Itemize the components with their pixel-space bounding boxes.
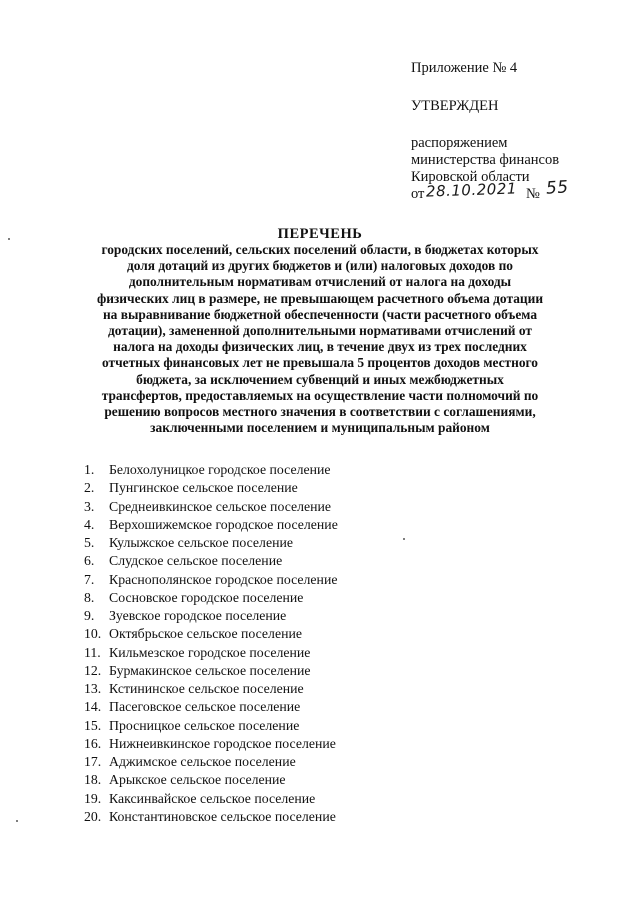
list-item-name: Арыкское сельское поселение	[109, 772, 286, 788]
list-item-name: Кильмезское городское поселение	[109, 644, 311, 660]
list-item-name: Белохолуницкое городское поселение	[109, 462, 331, 477]
list-item-name: Краснополянское городское поселение	[109, 571, 338, 587]
list-item	[84, 571, 338, 589]
number-sign: №	[526, 186, 540, 202]
list-item-number: 9.	[84, 608, 95, 623]
order-line-1: распоряжением	[411, 135, 508, 151]
list-item-name: Каксинвайское сельское поселение	[109, 790, 316, 806]
list-item-name: Пунгинское сельское поселение	[109, 480, 298, 496]
list-item-number: 13.	[84, 681, 102, 696]
list-item-name: Сосновское городское поселение	[109, 589, 304, 605]
list-item-name: Просницкое сельское поселение	[109, 717, 300, 733]
list-item-number: 11.	[84, 644, 101, 660]
list-item-name: Кулыжское сельское поселение	[109, 535, 293, 550]
list-item	[84, 771, 338, 789]
list-item-number: 20.	[84, 808, 102, 824]
list-item-number: 19.	[84, 790, 102, 806]
list-item-number: 14.	[84, 699, 102, 715]
list-item-number: 7.	[84, 571, 95, 587]
order-line-3: Кировской области	[411, 169, 530, 185]
list-item	[84, 589, 338, 607]
settlements-list	[84, 461, 338, 826]
list-item	[84, 698, 338, 716]
order-line-2: министерства финансов	[411, 152, 560, 168]
list-item-number: 10.	[84, 626, 102, 642]
list-item	[84, 680, 338, 698]
list-item	[84, 552, 338, 570]
list-item	[84, 479, 338, 497]
scan-speck	[16, 820, 18, 822]
list-item-name: Верхошижемское городское поселение	[109, 516, 338, 532]
list-item-name: Нижнеивкинское городское поселение	[109, 735, 336, 751]
list-item-name: Константиновское сельское поселение	[109, 808, 336, 824]
handwritten-date: 28.10.2021	[425, 179, 518, 201]
list-item-name: Слудское сельское поселение	[109, 553, 283, 569]
list-item	[84, 662, 338, 680]
scan-speck	[403, 538, 405, 540]
list-item	[84, 753, 338, 771]
list-item	[84, 498, 338, 516]
list-item-name: Кстининское сельское поселение	[109, 681, 304, 696]
list-item-number: 1.	[84, 462, 95, 477]
scan-speck	[8, 238, 10, 240]
list-item-number: 2.	[84, 480, 95, 496]
approval-block	[411, 60, 631, 204]
document-heading	[95, 226, 545, 436]
list-item-name: Зуевское городское поселение	[109, 608, 287, 623]
list-item	[84, 625, 338, 643]
list-item-number: 5.	[84, 535, 95, 550]
list-item	[84, 516, 338, 534]
list-item-number: 12.	[84, 662, 102, 678]
list-item	[84, 717, 338, 735]
list-item	[84, 644, 338, 662]
list-item-number: 6.	[84, 553, 95, 569]
list-item	[84, 607, 338, 625]
list-item-number: 18.	[84, 772, 102, 788]
list-item-number: 15.	[84, 717, 102, 733]
list-item-number: 8.	[84, 589, 95, 605]
list-item	[84, 461, 338, 479]
document-subtitle: городских поселений, сельских поселений области, в бюджетах которых доля дотаций из других бюджетов и (или) налоговых доходов по дополнительным нормативам отчислений от налога на доходы физических лиц в размере, не превышающем расчетного объема дотации на выравнивание бюджетной обеспеченности (части расчетного объема дотации), замененной дополнительными нормативами отчислений от налога на доходы физических лиц, в течение двух из трех последних отчетных финансовых лет не превышала 5 процентов доходов местного бюджета, за исключением субвенций и иных межбюджетных трансфертов, предоставляемых на осуществление части полномочий по решению вопросов местного значения в соответствии с соглашениями, заключенными поселением и муниципальным районом	[96, 242, 544, 436]
list-item-number: 4.	[84, 516, 95, 532]
from-label: от	[411, 186, 425, 202]
list-item	[84, 735, 338, 753]
document-title: ПЕРЕЧЕНЬ	[277, 226, 363, 242]
list-item-number: 3.	[84, 498, 95, 514]
handwritten-number: 55	[545, 177, 570, 199]
list-item-name: Октябрьское сельское поселение	[109, 626, 302, 642]
list-item-name: Среднеивкинское сельское поселение	[109, 498, 332, 514]
list-item-number: 16.	[84, 735, 102, 751]
list-item	[84, 534, 338, 552]
annex-number: Приложение № 4	[411, 60, 518, 76]
list-item	[84, 808, 338, 826]
list-item-name: Бурмакинское сельское поселение	[109, 662, 311, 678]
list-item-name: Пасеговское сельское поселение	[109, 699, 301, 715]
list-item-number: 17.	[84, 754, 102, 769]
list-item-name: Аджимское сельское поселение	[109, 754, 296, 769]
approved-stamp-text: УТВЕРЖДЕН	[411, 98, 499, 114]
list-item	[84, 790, 338, 808]
